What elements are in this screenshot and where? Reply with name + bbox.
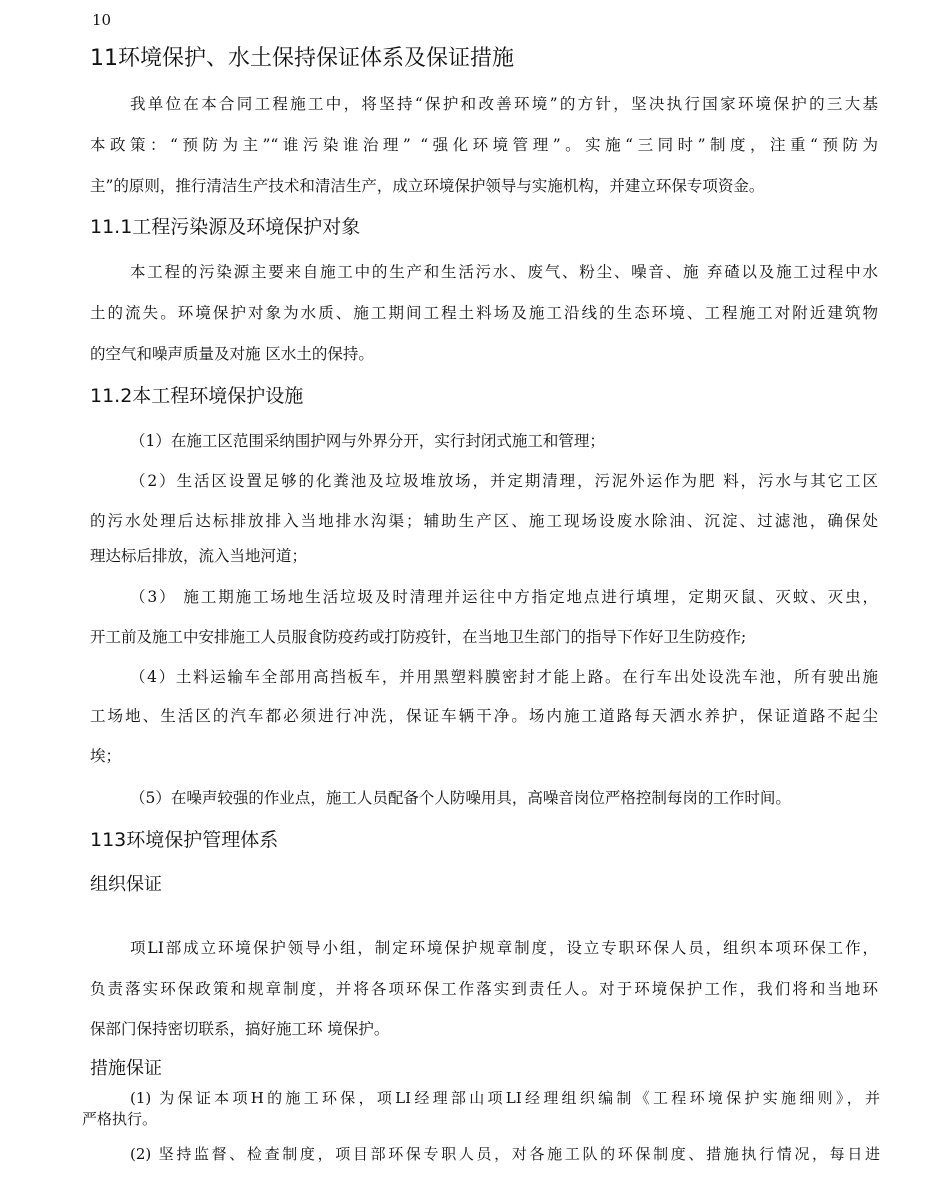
subsection-title: 措施保证	[90, 1058, 162, 1079]
section-11-title: 11环境保护、水土保持保证体系及保证措施	[90, 46, 514, 71]
section-11-3-title: 113环境保护管理体系	[90, 829, 279, 851]
paragraph-line: 的空气和噪声质量及对施 区水土的保持。	[90, 345, 374, 363]
paragraph-line: 本政策：“预防为主”“谁污染谁治理” “强化环境管理”。实施“三同时”制度，注重“预防为	[90, 136, 878, 154]
list-item-continued: 开工前及施工中安排施工人员服食防疫药或打防疫针，在当地卫生部门的指导下作好卫生防疫作;	[90, 628, 747, 646]
list-item: （4）土料运输车全部用高挡板车，并用黑塑料膜密封才能上路。在行车出处设洗车池，所有驶出施	[130, 668, 878, 686]
page-number: 10	[92, 11, 112, 29]
paragraph-line: 土的流失。环境保护对象为水质、施工期间工程土料场及施工沿线的生态环境、工程施工对附近建筑物	[90, 304, 878, 322]
list-item-continued: 埃；	[90, 747, 122, 765]
subsection-title: 组织保证	[90, 874, 162, 895]
paragraph-line: 项LI部成立环境保护领导小组，制定环境保护规章制度，设立专职环保人员，组织本项环保工作，	[130, 939, 878, 957]
section-11-1-title: 11.1工程污染源及环境保护对象	[90, 216, 361, 238]
paragraph-line: (1) 为保证本项H的施工环保，项LI经理部山项LI经理组织编制《工程环境保护实施细则》，并	[130, 1089, 880, 1107]
list-item: （3） 施工期施工场地生活垃圾及时清理并运往中方指定地点进行填埋，定期灭鼠、灭蚊、灭虫，	[130, 588, 878, 606]
paragraph-line: 我单位在本合同工程施工中，将坚持“保护和改善环境”的方针，坚决执行国家环境保护的三大基	[130, 95, 878, 113]
section-11-2-title: 11.2本工程环境保护设施	[90, 385, 304, 407]
list-item-continued: 理达标后排放，流入当地河道；	[90, 547, 308, 565]
paragraph-line: (2) 坚持监督、检查制度，项目部环保专职人员，对各施工队的环保制度、措施执行情况，每日进	[130, 1145, 880, 1163]
list-item-continued: 的污水处理后达标排放排入当地排水沟渠；辅助生产区、施工现场设废水除油、沉淀、过滤池，确保处	[90, 512, 878, 530]
paragraph-line: 本工程的污染源主要来自施工中的生产和生活污水、废气、粉尘、噪音、施 弃碴以及施工过程中水	[130, 263, 878, 281]
list-item: （2）生活区设置足够的化粪池及垃圾堆放场，并定期清理，污泥外运作为肥 料，污水与其它工区	[130, 472, 878, 490]
list-item: （1）在施工区范围采纳围护网与外界分开，实行封闭式施工和管理；	[130, 432, 605, 450]
paragraph-line: 严格执行。	[82, 1110, 158, 1128]
paragraph-line: 保部门保持密切联系，搞好施工环 境保护。	[90, 1020, 390, 1038]
list-item-continued: 工场地、生活区的汽车都必须进行冲洗，保证车辆干净。场内施工道路每天洒水养护，保证道路不起尘	[90, 707, 878, 725]
paragraph-line: 主”的原则，推行清洁生产技术和清洁生产，成立环境保护领导与实施机构，并建立环保专项资金。	[90, 177, 765, 195]
list-item: （5）在噪声较强的作业点，施工人员配备个人防噪用具，高噪音岗位严格控制每岗的工作时间。	[130, 789, 791, 807]
paragraph-line: 负责落实环保政策和规章制度，并将各项环保工作落实到责任人。对于环境保护工作，我们将和当地环	[90, 980, 878, 998]
